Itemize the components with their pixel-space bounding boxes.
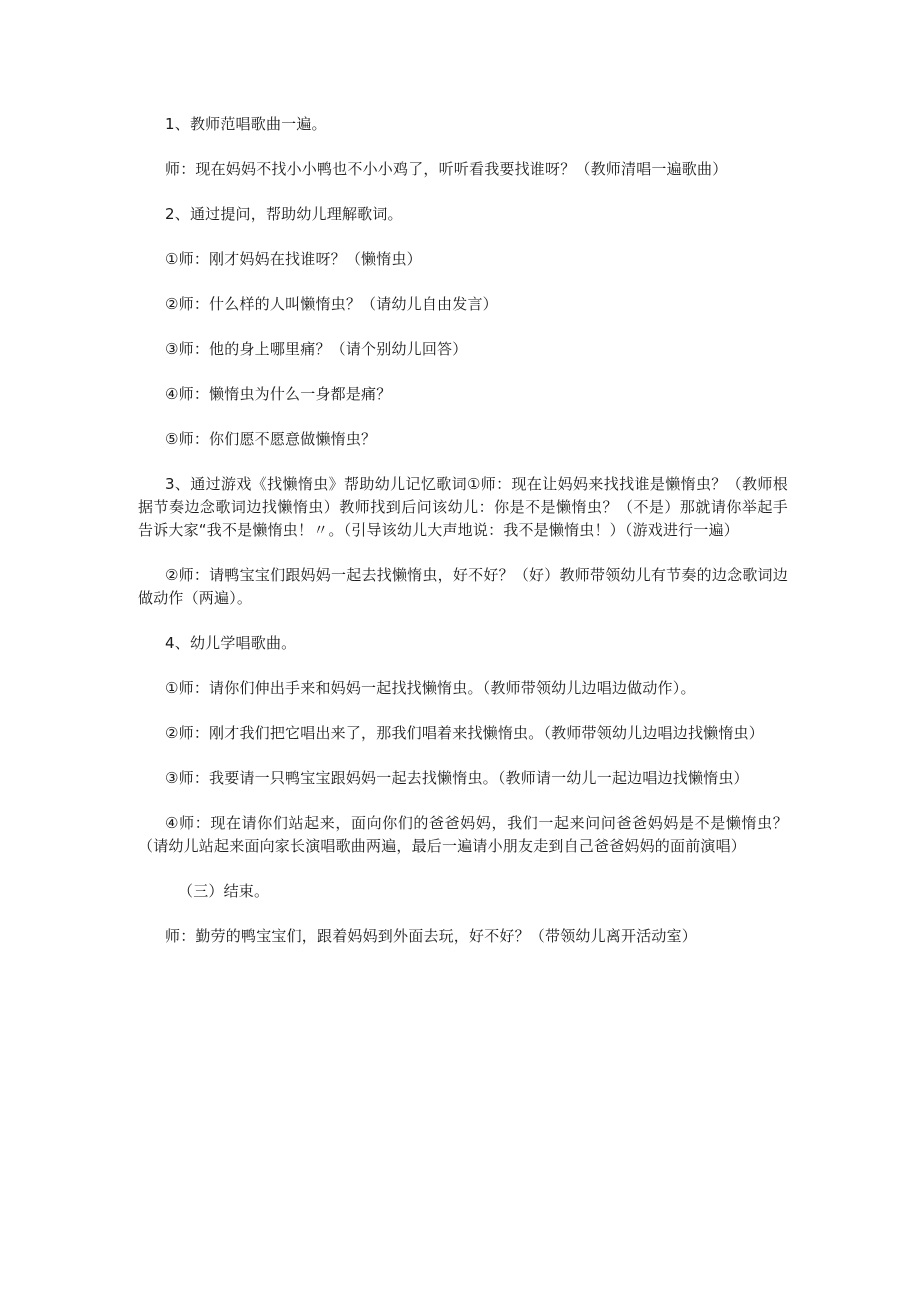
singing-1: ①师：请你们伸出手来和妈妈一起找找懒惰虫。（教师带领幼儿边唱边做动作）。: [165, 679, 696, 697]
singing-4: ④师：现在请你们站起来，面向你们的爸爸妈妈，我们一起来问问爸爸妈妈是不是懒惰虫？（请幼儿站起来面向家长演唱歌曲两遍，最后一遍请小朋友走到自己爸爸妈妈的面前演唱）: [138, 814, 788, 855]
step-3-followup: ②师：请鸭宝宝们跟妈妈一起去找懒惰虫，好不好？（好）教师带领幼儿有节奏的边念歌词边做动作（两遍）。: [138, 566, 788, 607]
question-1: ①师：刚才妈妈在找谁呀？（懒惰虫）: [165, 250, 422, 268]
step-4-heading: 4、幼儿学唱歌曲。: [165, 634, 297, 652]
teacher-line: 师：现在妈妈不找小小鸭也不小小鸡了，听听看我要找谁呀？（教师清唱一遍歌曲）: [165, 160, 728, 178]
question-4: ④师：懒惰虫为什么一身都是痛？: [165, 385, 392, 403]
step-2-heading: 2、通过提问，帮助幼儿理解歌词。: [165, 205, 403, 223]
section-end-heading: （三）结束。: [178, 882, 270, 900]
step-3-paragraph: 3、通过游戏《找懒惰虫》帮助幼儿记忆歌词①师：现在让妈妈来找找谁是懒惰虫？（教师根据节奏边念歌词边找懒惰虫）教师找到后问该幼儿：你是不是懒惰虫？（不是）那就请你举起手告诉大家“我不是懒惰虫！〃。（引导该幼儿大声地说：我不是懒惰虫！）（游戏进行一遍）: [138, 475, 788, 539]
singing-2: ②师：刚才我们把它唱出来了，那我们唱着来找懒惰虫。（教师带领幼儿边唱边找懒惰虫）: [165, 724, 764, 742]
question-5: ⑤师：你们愿不愿意做懒惰虫？: [165, 430, 377, 448]
closing-line: 师：勤劳的鸭宝宝们，跟着妈妈到外面去玩，好不好？（带领幼儿离开活动室）: [165, 927, 698, 945]
step-1-heading: 1、教师范唱歌曲一遍。: [165, 115, 327, 133]
document-body: [138, 113, 788, 970]
singing-3: ③师：我要请一只鸭宝宝跟妈妈一起去找懒惰虫。（教师请一幼儿一起边唱边找懒惰虫）: [165, 769, 749, 787]
question-3: ③师：他的身上哪里痛？（请个别幼儿回答）: [165, 340, 468, 358]
question-2: ②师：什么样的人叫懒惰虫？（请幼儿自由发言）: [165, 295, 498, 313]
